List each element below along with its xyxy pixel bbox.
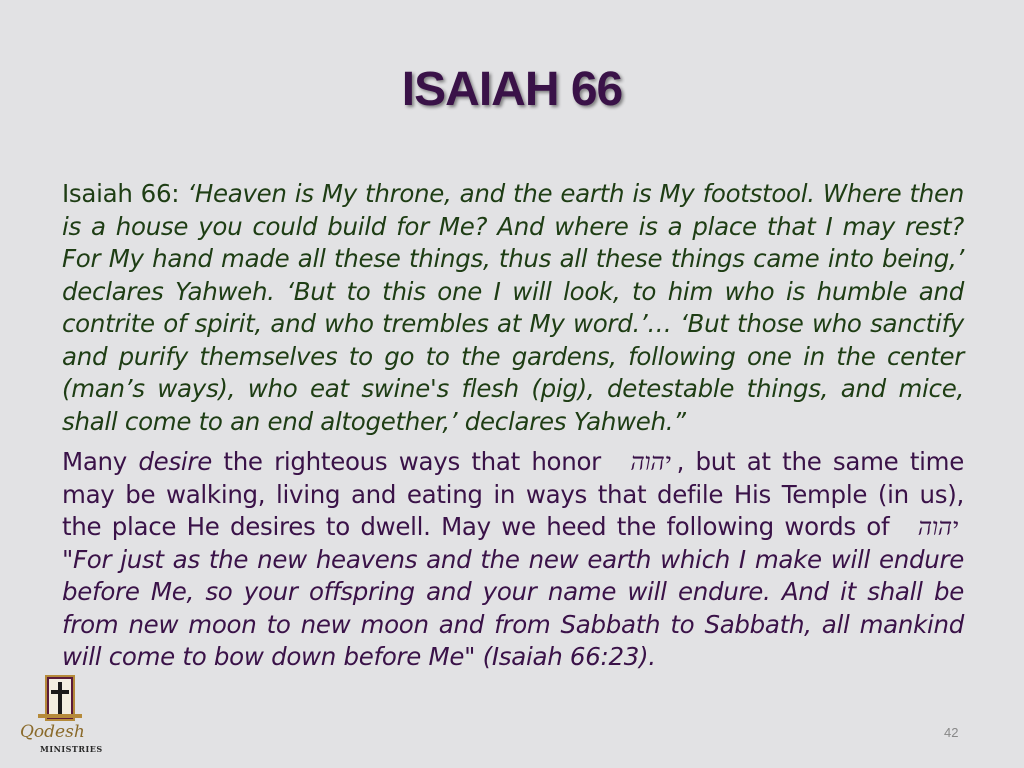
slide-title: ISAIAH 66	[401, 63, 623, 116]
paragraph-2-text-4: "	[62, 544, 73, 574]
paragraph-2-text-1: Many	[62, 447, 139, 476]
logo-wordmark: Qodesh	[20, 722, 85, 742]
paragraph-2-text-2: the righteous ways that honor	[211, 447, 613, 476]
scripture-quote: ‘Heaven is My throne, and the earth is My footstool. Where then is a house you could build for Me? And where is a place that I may rest? For My hand made all these things, thus all these things came into being,’ declares Yahweh. ‘But to this one I will look, to him who is humble and contrite of spirit, and who trembles at My word.’… ‘But those who sanctify and purify themselves to go to the gardens, following one in the center (man’s ways), who eat swine's flesh (pig), detestable things, and mice, shall come to an end altogether,’ declares Yahweh.”	[62, 179, 965, 436]
paragraph-2	[62, 446, 964, 674]
logo-subtext: MINISTRIES	[40, 744, 103, 754]
scripture-quote-2: For just as the new heavens and the new earth which I make will endure before Me, so your offspring and your name will endure. And it shall be from new moon to new moon and from Sabbath to Sabbath, all mankind will come to bow down before Me" (Isaiah 66:23).	[62, 544, 964, 671]
paragraph-1	[62, 178, 964, 438]
paragraph-2-text-3: , but at the same time may be walking, living and eating in ways that defile His Temple (in us), the place He desires to dwell. May we heed the following words of	[62, 447, 965, 541]
page-number: 42	[944, 725, 959, 740]
divine-name-hebrew: יהוה	[630, 447, 671, 476]
slide-body	[62, 178, 964, 682]
emphasis-desire: desire	[138, 447, 212, 476]
scripture-reference: Isaiah 66:	[62, 179, 188, 208]
divine-name-hebrew: יהוה	[917, 512, 958, 541]
